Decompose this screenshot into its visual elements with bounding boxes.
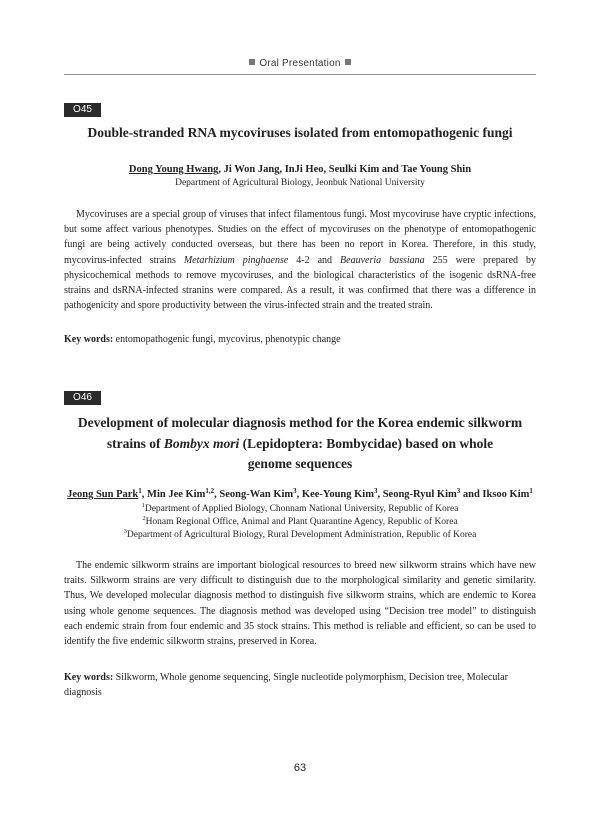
co-authors: , Ji Won Jang, InJi Heo, Seulki Kim and Tae Young Shin	[218, 164, 472, 175]
author-name: Kee-Young Kim	[301, 489, 374, 500]
species-name: Metarhizium pinghaense	[183, 254, 289, 266]
abstract-body: Mycoviruses are a special group of viruses that infect filamentous fungi. Most mycoviruse have cryptic infections, but some affect various phenotypes. Studies on the effect of mycoviruses on the phenotype of entomopathogenic fungi are being actively conducted overseas, but there has been no report in Korea. Therefore, in this study, mycovirus-infected strains Metarhizium pinghaense 4-2 and Beauveria bassiana 255 were prepared by physicochemical methods to remove mycoviruses, and the biological characteristics of the isogenic dsRNA-free strains and dsRNA-infected stranins were compared. As a result, it was confirmed that there was a difference in pathogenicity and spore productivity between the virus-infected strain and the treated strain.	[64, 209, 536, 312]
affiliation: $^1$Department of Applied Biology, Chonnam National University, Republic of Korea	[141, 502, 459, 514]
author-name: Seong-Wan Kim	[219, 489, 294, 500]
abstract-title: Double-stranded RNA mycoviruses isolated from entomopathogenic fungi	[87, 125, 513, 140]
keywords	[64, 670, 536, 700]
keywords-label: Key words:	[64, 672, 114, 683]
author-name: Iksoo Kim	[482, 489, 530, 500]
presenting-author: Jeong Sun Park	[67, 489, 139, 500]
affiliation: $^3$Department of Agricultural Biology, Rural Development Administration, Republic of Korea	[123, 528, 477, 540]
page-number: 63	[293, 762, 307, 774]
author-list: Jeong Sun Park$^1$, Min Jee Kim$^{1,2}$, Seong-Wan Kim$^3$, Kee-Young Kim$^3$, Seong-Ryul Kim$^3$ and Iksoo Kim$^1$	[67, 487, 533, 500]
abstract-body: The endemic silkworm strains are important biological resources to breed new silkworm strains which have new traits. Silkworm strains are very difficult to distinguish due to the morphological similarity and genetic similarity. Thus, We developed molecular diagnosis method to distinguish five silkworm strains, which are endemic to Korea using whole genome sequences. The diagnosis method was developed using “Decision tree model” to distinguish each endemic strain from four endemic and 35 stock strains. This method is reliable and efficient, so can be used to identify the five endemic silkworm strains, preserved in Korea.	[64, 560, 536, 648]
section-header-title: Oral Presentation	[259, 58, 341, 69]
keywords-text: Silkworm, Whole genome sequencing, Single nucleotide polymorphism, Decision tree, Molecular diagnosis	[64, 672, 508, 698]
section-header	[0, 58, 600, 69]
abstract-code-badge: O45	[64, 103, 101, 117]
keywords	[64, 332, 536, 347]
presenting-author: Dong Young Hwang	[128, 164, 219, 175]
affiliation: Department of Agricultural Biology, Jeonbuk National University	[175, 178, 425, 188]
abstract-title: Development of molecular diagnosis method for the Korea endemic silkworm strains of Bombyx mori (Lepidoptera: Bombycidae) based on whole genome sequences	[77, 415, 523, 471]
author-list	[64, 163, 536, 177]
species-name: Bombyx mori	[163, 435, 240, 451]
square-bullet-icon	[345, 59, 351, 65]
abstract-code-badge: O46	[64, 391, 101, 405]
keywords-label: Key words:	[64, 334, 114, 345]
square-bullet-icon	[249, 59, 255, 65]
species-name: Beauveria bassiana	[340, 254, 425, 266]
author-name: Seong-Ryul Kim	[382, 489, 457, 500]
affiliation: $^2$Honam Regional Office, Animal and Plant Quarantine Agency, Republic of Korea	[142, 515, 458, 527]
header-divider	[64, 74, 536, 75]
keywords-text: entomopathogenic fungi, mycovirus, phenotypic change	[115, 334, 341, 345]
author-name: Min Jee Kim	[147, 489, 206, 500]
